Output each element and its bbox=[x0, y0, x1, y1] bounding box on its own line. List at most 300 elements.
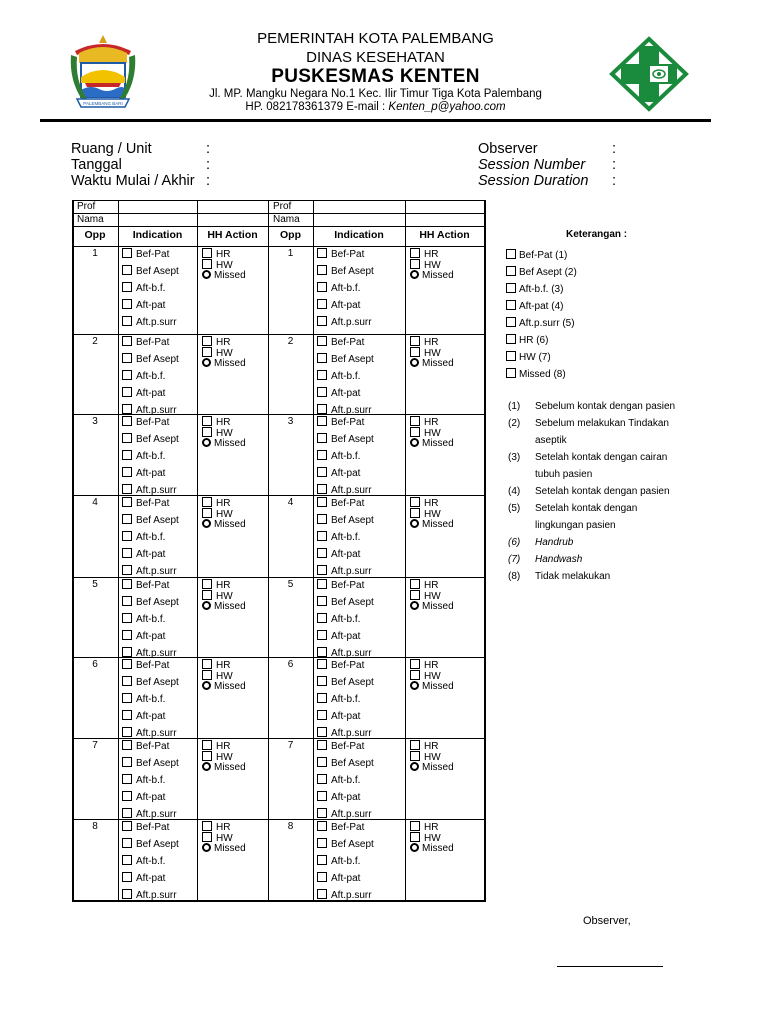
indication-option[interactable] bbox=[122, 676, 179, 689]
indication-option[interactable] bbox=[317, 548, 360, 561]
indication-option[interactable] bbox=[122, 299, 165, 312]
checkbox-icon bbox=[506, 300, 516, 310]
indication-label: Bef-Pat bbox=[331, 417, 365, 428]
checkbox[interactable] bbox=[317, 676, 327, 686]
checkbox[interactable] bbox=[202, 416, 212, 426]
checkbox[interactable] bbox=[410, 832, 420, 842]
indication-option[interactable] bbox=[122, 757, 179, 770]
checkbox[interactable] bbox=[410, 347, 420, 357]
checkbox[interactable] bbox=[317, 282, 327, 292]
action-label: Missed bbox=[214, 601, 246, 612]
checkbox[interactable] bbox=[317, 548, 327, 558]
indication-label: Bef-Pat bbox=[136, 417, 170, 428]
table-row-line bbox=[72, 246, 486, 247]
indication-option[interactable] bbox=[122, 336, 169, 349]
action-option[interactable] bbox=[202, 358, 246, 370]
checkbox[interactable] bbox=[317, 740, 327, 750]
indication-option[interactable] bbox=[122, 387, 165, 400]
radio[interactable] bbox=[202, 270, 211, 279]
checkbox[interactable] bbox=[122, 791, 132, 801]
action-label: HR bbox=[424, 580, 439, 591]
action-label: HR bbox=[424, 498, 439, 509]
checkbox[interactable] bbox=[317, 889, 327, 899]
indication-option[interactable] bbox=[122, 740, 169, 753]
checkbox[interactable] bbox=[410, 248, 420, 258]
checkbox[interactable] bbox=[317, 353, 327, 363]
radio[interactable] bbox=[202, 601, 211, 610]
radio[interactable] bbox=[410, 438, 419, 447]
checkbox[interactable] bbox=[317, 808, 327, 818]
checkbox[interactable] bbox=[410, 508, 420, 518]
checkbox[interactable] bbox=[122, 416, 132, 426]
signature-line[interactable] bbox=[557, 966, 663, 967]
indication-option[interactable] bbox=[122, 821, 169, 834]
checkbox-icon bbox=[506, 334, 516, 344]
indication-label: Aft-pat bbox=[331, 873, 361, 884]
indication-label: Aft-b.f. bbox=[136, 371, 166, 382]
radio[interactable] bbox=[202, 762, 211, 771]
checkbox[interactable] bbox=[317, 630, 327, 640]
label-waktu: Waktu Mulai / Akhir bbox=[71, 173, 195, 189]
checkbox[interactable] bbox=[122, 596, 132, 606]
checkbox[interactable] bbox=[122, 757, 132, 767]
indication-option[interactable] bbox=[317, 693, 360, 706]
checkbox[interactable] bbox=[122, 821, 132, 831]
action-option[interactable] bbox=[410, 270, 454, 282]
checkbox[interactable] bbox=[122, 265, 132, 275]
action-option[interactable] bbox=[410, 519, 454, 531]
indication-label: Aft.p.surr bbox=[331, 809, 372, 820]
indication-option[interactable] bbox=[317, 676, 374, 689]
checkbox[interactable] bbox=[122, 484, 132, 494]
action-option[interactable] bbox=[202, 270, 246, 282]
checkbox[interactable] bbox=[122, 548, 132, 558]
checkbox[interactable] bbox=[122, 659, 132, 669]
checkbox[interactable] bbox=[202, 347, 212, 357]
note-number: (1) bbox=[508, 401, 521, 412]
checkbox[interactable] bbox=[122, 774, 132, 784]
action-option[interactable] bbox=[202, 438, 246, 450]
action-label: HR bbox=[424, 337, 439, 348]
indication-option[interactable] bbox=[122, 416, 169, 429]
indication-label: Bef-Pat bbox=[136, 660, 170, 671]
checkbox[interactable] bbox=[410, 659, 420, 669]
indication-option[interactable] bbox=[122, 613, 165, 626]
indication-option[interactable] bbox=[122, 370, 165, 383]
checkbox[interactable] bbox=[317, 727, 327, 737]
indication-option[interactable] bbox=[317, 613, 360, 626]
checkbox[interactable] bbox=[317, 484, 327, 494]
checkbox[interactable] bbox=[317, 416, 327, 426]
checkbox[interactable] bbox=[202, 508, 212, 518]
checkbox[interactable] bbox=[317, 596, 327, 606]
indication-option[interactable] bbox=[122, 548, 165, 561]
indication-option[interactable] bbox=[122, 727, 177, 740]
checkbox-icon bbox=[506, 249, 516, 259]
checkbox[interactable] bbox=[410, 579, 420, 589]
header-prof: Prof bbox=[273, 201, 292, 212]
indication-option[interactable] bbox=[317, 596, 374, 609]
indication-option[interactable] bbox=[122, 630, 165, 643]
checkbox[interactable] bbox=[122, 404, 132, 414]
checkbox[interactable] bbox=[317, 659, 327, 669]
legend-item-label: Bef Asept (2) bbox=[519, 267, 577, 278]
checkbox[interactable] bbox=[410, 740, 420, 750]
radio[interactable] bbox=[410, 762, 419, 771]
indication-option[interactable] bbox=[122, 484, 177, 497]
checkbox-icon bbox=[506, 351, 516, 361]
checkbox[interactable] bbox=[317, 299, 327, 309]
radio[interactable] bbox=[410, 358, 419, 367]
indication-option[interactable] bbox=[122, 838, 179, 851]
indication-label: Bef Asept bbox=[331, 758, 374, 769]
indication-option[interactable] bbox=[122, 579, 169, 592]
checkbox[interactable] bbox=[317, 579, 327, 589]
indication-option[interactable] bbox=[317, 710, 360, 723]
checkbox[interactable] bbox=[317, 710, 327, 720]
indication-option[interactable] bbox=[317, 727, 372, 740]
checkbox[interactable] bbox=[122, 433, 132, 443]
checkbox[interactable] bbox=[122, 497, 132, 507]
indication-option[interactable] bbox=[317, 370, 360, 383]
checkbox[interactable] bbox=[122, 740, 132, 750]
checkbox[interactable] bbox=[122, 336, 132, 346]
indication-option[interactable] bbox=[122, 265, 179, 278]
indication-option[interactable] bbox=[122, 248, 169, 261]
radio[interactable] bbox=[410, 843, 419, 852]
header-gov: PEMERINTAH KOTA PALEMBANG bbox=[257, 30, 494, 47]
checkbox-icon bbox=[506, 283, 516, 293]
indication-option[interactable] bbox=[317, 316, 372, 329]
note-number: (3) bbox=[508, 452, 521, 463]
checkbox[interactable] bbox=[317, 497, 327, 507]
opp-number: 2 bbox=[92, 336, 98, 347]
checkbox[interactable] bbox=[202, 670, 212, 680]
indication-label: Aft-pat bbox=[136, 631, 166, 642]
header-opp: Opp bbox=[84, 229, 106, 241]
indication-option[interactable] bbox=[122, 467, 165, 480]
action-label: HR bbox=[424, 660, 439, 671]
checkbox[interactable] bbox=[317, 757, 327, 767]
header-phone: HP. 082178361379 E-mail : bbox=[245, 101, 389, 113]
indication-option[interactable] bbox=[122, 316, 177, 329]
indication-option[interactable] bbox=[317, 774, 360, 787]
checkbox[interactable] bbox=[122, 889, 132, 899]
checkbox[interactable] bbox=[317, 613, 327, 623]
indication-option[interactable] bbox=[317, 248, 364, 261]
note-number: (5) bbox=[508, 503, 521, 514]
action-option[interactable] bbox=[410, 601, 454, 613]
action-label: HW bbox=[216, 428, 233, 439]
opp-number: 7 bbox=[287, 740, 294, 751]
indication-option[interactable] bbox=[317, 808, 372, 821]
checkbox[interactable] bbox=[317, 791, 327, 801]
action-option[interactable] bbox=[410, 843, 454, 855]
action-option[interactable] bbox=[410, 762, 454, 774]
legend-item bbox=[506, 249, 567, 261]
action-option[interactable] bbox=[202, 601, 246, 613]
indication-option[interactable] bbox=[122, 433, 179, 446]
indication-option[interactable] bbox=[122, 889, 177, 902]
indication-option[interactable] bbox=[317, 740, 364, 753]
action-label: Missed bbox=[422, 843, 454, 854]
indication-label: Bef Asept bbox=[136, 839, 179, 850]
indication-option[interactable] bbox=[122, 774, 165, 787]
checkbox[interactable] bbox=[317, 774, 327, 784]
indication-option[interactable] bbox=[317, 433, 374, 446]
checkbox[interactable] bbox=[317, 838, 327, 848]
checkbox[interactable] bbox=[317, 265, 327, 275]
checkbox[interactable] bbox=[122, 647, 132, 657]
action-option[interactable] bbox=[410, 438, 454, 450]
indication-option[interactable] bbox=[317, 353, 374, 366]
checkbox[interactable] bbox=[317, 433, 327, 443]
indication-option[interactable] bbox=[122, 659, 169, 672]
checkbox[interactable] bbox=[122, 855, 132, 865]
indication-option[interactable] bbox=[317, 757, 374, 770]
checkbox[interactable] bbox=[202, 336, 212, 346]
header-dept: DINAS KESEHATAN bbox=[306, 49, 445, 66]
checkbox[interactable] bbox=[317, 336, 327, 346]
colon-observer: : bbox=[612, 141, 617, 157]
indication-option[interactable] bbox=[122, 353, 179, 366]
action-label: HR bbox=[424, 822, 439, 833]
action-label: Missed bbox=[422, 681, 454, 692]
checkbox[interactable] bbox=[202, 427, 212, 437]
indication-option[interactable] bbox=[122, 710, 165, 723]
indication-label: Bef Asept bbox=[331, 434, 374, 445]
action-label: Missed bbox=[422, 438, 454, 449]
checkbox[interactable] bbox=[317, 316, 327, 326]
radio[interactable] bbox=[410, 681, 419, 690]
checkbox[interactable] bbox=[410, 336, 420, 346]
radio[interactable] bbox=[202, 438, 211, 447]
checkbox[interactable] bbox=[317, 647, 327, 657]
action-option[interactable] bbox=[202, 519, 246, 531]
indication-option[interactable] bbox=[317, 791, 360, 804]
checkbox[interactable] bbox=[317, 404, 327, 414]
checkbox[interactable] bbox=[410, 670, 420, 680]
checkbox[interactable] bbox=[202, 659, 212, 669]
checkbox[interactable] bbox=[122, 613, 132, 623]
table-col-line bbox=[197, 200, 198, 901]
indication-option[interactable] bbox=[317, 889, 372, 902]
action-label: Missed bbox=[422, 519, 454, 530]
indication-option[interactable] bbox=[122, 450, 165, 463]
indication-option[interactable] bbox=[122, 497, 169, 510]
indication-option[interactable] bbox=[317, 630, 360, 643]
header-address: Jl. MP. Mangku Negara No.1 Kec. Ilir Timur Tiga Kota Palembang bbox=[209, 88, 542, 100]
checkbox[interactable] bbox=[122, 316, 132, 326]
checkbox[interactable] bbox=[122, 282, 132, 292]
action-option[interactable] bbox=[410, 681, 454, 693]
legend-item-label: Aft-b.f. (3) bbox=[519, 284, 564, 295]
action-label: HW bbox=[216, 752, 233, 763]
radio[interactable] bbox=[202, 843, 211, 852]
indication-option[interactable] bbox=[317, 838, 374, 851]
note-text: tubuh pasien bbox=[535, 469, 593, 480]
checkbox[interactable] bbox=[202, 259, 212, 269]
indication-option[interactable] bbox=[122, 531, 165, 544]
checkbox[interactable] bbox=[122, 387, 132, 397]
indication-option[interactable] bbox=[317, 416, 364, 429]
opp-number: 4 bbox=[287, 497, 294, 508]
checkbox[interactable] bbox=[202, 751, 212, 761]
indication-option[interactable] bbox=[122, 514, 179, 527]
indication-option[interactable] bbox=[317, 514, 374, 527]
table-col-line bbox=[118, 200, 119, 901]
checkbox[interactable] bbox=[122, 450, 132, 460]
checkbox[interactable] bbox=[122, 299, 132, 309]
checkbox[interactable] bbox=[410, 497, 420, 507]
checkbox[interactable] bbox=[122, 630, 132, 640]
checkbox[interactable] bbox=[317, 565, 327, 575]
indication-option[interactable] bbox=[122, 872, 165, 885]
indication-label: Aft.p.surr bbox=[136, 566, 177, 577]
table-col-line bbox=[313, 200, 314, 901]
indication-label: Bef-Pat bbox=[331, 249, 365, 260]
action-option[interactable] bbox=[410, 358, 454, 370]
checkbox[interactable] bbox=[410, 590, 420, 600]
checkbox[interactable] bbox=[410, 751, 420, 761]
indication-label: Aft-b.f. bbox=[331, 856, 361, 867]
opp-number: 7 bbox=[92, 740, 98, 751]
indication-label: Aft.p.surr bbox=[136, 317, 177, 328]
checkbox[interactable] bbox=[317, 821, 327, 831]
indication-option[interactable] bbox=[317, 579, 364, 592]
checkbox[interactable] bbox=[122, 514, 132, 524]
checkbox[interactable] bbox=[122, 248, 132, 258]
checkbox[interactable] bbox=[317, 514, 327, 524]
indication-option[interactable] bbox=[122, 596, 179, 609]
action-label: Missed bbox=[214, 438, 246, 449]
checkbox[interactable] bbox=[317, 531, 327, 541]
checkbox[interactable] bbox=[122, 467, 132, 477]
checkbox[interactable] bbox=[122, 838, 132, 848]
checkbox[interactable] bbox=[202, 832, 212, 842]
action-option[interactable] bbox=[202, 762, 246, 774]
indication-label: Aft-pat bbox=[331, 631, 361, 642]
radio[interactable] bbox=[410, 519, 419, 528]
indication-label: Aft.p.surr bbox=[331, 405, 372, 416]
indication-label: Aft-pat bbox=[136, 468, 166, 479]
checkbox[interactable] bbox=[317, 467, 327, 477]
checkbox[interactable] bbox=[410, 427, 420, 437]
checkbox[interactable] bbox=[317, 855, 327, 865]
indication-option[interactable] bbox=[317, 565, 372, 578]
indication-label: Aft-b.f. bbox=[331, 614, 361, 625]
action-label: HW bbox=[424, 752, 441, 763]
indication-option[interactable] bbox=[317, 531, 360, 544]
checkbox-icon bbox=[506, 368, 516, 378]
indication-option[interactable] bbox=[317, 497, 364, 510]
action-option[interactable] bbox=[202, 681, 246, 693]
indication-label: Aft-b.f. bbox=[331, 451, 361, 462]
indication-option[interactable] bbox=[317, 299, 360, 312]
checkbox[interactable] bbox=[317, 370, 327, 380]
checkbox[interactable] bbox=[122, 727, 132, 737]
label-session-duration: Session Duration bbox=[478, 173, 589, 189]
checkbox[interactable] bbox=[410, 416, 420, 426]
indication-option[interactable] bbox=[317, 467, 360, 480]
radio[interactable] bbox=[202, 358, 211, 367]
checkbox[interactable] bbox=[202, 579, 212, 589]
indication-option[interactable] bbox=[122, 791, 165, 804]
checkbox[interactable] bbox=[122, 370, 132, 380]
indication-option[interactable] bbox=[317, 484, 372, 497]
action-label: HR bbox=[216, 249, 231, 260]
checkbox[interactable] bbox=[122, 872, 132, 882]
indication-label: Aft.p.surr bbox=[136, 405, 177, 416]
checkbox[interactable] bbox=[202, 497, 212, 507]
indication-label: Aft.p.surr bbox=[136, 890, 177, 901]
note-text: Sebelum melakukan Tindakan bbox=[535, 418, 669, 429]
indication-option[interactable] bbox=[317, 855, 360, 868]
checkbox[interactable] bbox=[410, 259, 420, 269]
checkbox[interactable] bbox=[202, 590, 212, 600]
checkbox[interactable] bbox=[122, 579, 132, 589]
indication-option[interactable] bbox=[122, 693, 165, 706]
action-label: Missed bbox=[422, 270, 454, 281]
indication-option[interactable] bbox=[122, 565, 177, 578]
action-option[interactable] bbox=[202, 843, 246, 855]
indication-label: Aft-pat bbox=[331, 549, 361, 560]
checkbox[interactable] bbox=[317, 387, 327, 397]
checkbox[interactable] bbox=[317, 248, 327, 258]
colon-session-number: : bbox=[612, 157, 617, 173]
indication-option[interactable] bbox=[317, 659, 364, 672]
opp-number: 6 bbox=[92, 659, 98, 670]
checkbox[interactable] bbox=[122, 676, 132, 686]
checkbox[interactable] bbox=[122, 693, 132, 703]
indication-option[interactable] bbox=[122, 808, 177, 821]
action-label: HW bbox=[424, 833, 441, 844]
radio[interactable] bbox=[410, 601, 419, 610]
checkbox[interactable] bbox=[202, 740, 212, 750]
checkbox[interactable] bbox=[122, 710, 132, 720]
indication-option[interactable] bbox=[317, 336, 364, 349]
checkbox[interactable] bbox=[202, 821, 212, 831]
indication-option[interactable] bbox=[317, 265, 374, 278]
checkbox[interactable] bbox=[122, 353, 132, 363]
checkbox[interactable] bbox=[317, 693, 327, 703]
label-tanggal: Tanggal bbox=[71, 157, 122, 173]
indication-label: Aft.p.surr bbox=[331, 566, 372, 577]
indication-option[interactable] bbox=[317, 872, 360, 885]
indication-option[interactable] bbox=[122, 855, 165, 868]
checkbox[interactable] bbox=[410, 821, 420, 831]
checkbox[interactable] bbox=[122, 565, 132, 575]
indication-label: Bef-Pat bbox=[331, 741, 365, 752]
radio[interactable] bbox=[202, 519, 211, 528]
checkbox[interactable] bbox=[317, 450, 327, 460]
indication-option[interactable] bbox=[317, 387, 360, 400]
colon-waktu: : bbox=[206, 173, 211, 189]
indication-option[interactable] bbox=[122, 282, 165, 295]
radio[interactable] bbox=[410, 270, 419, 279]
checkbox[interactable] bbox=[202, 248, 212, 258]
checkbox[interactable] bbox=[317, 872, 327, 882]
checkbox[interactable] bbox=[122, 531, 132, 541]
radio[interactable] bbox=[202, 681, 211, 690]
indication-option[interactable] bbox=[317, 282, 360, 295]
indication-option[interactable] bbox=[317, 821, 364, 834]
note-number: (6) bbox=[508, 537, 521, 548]
opp-number: 5 bbox=[92, 579, 98, 590]
colon-tanggal: : bbox=[206, 157, 211, 173]
checkbox[interactable] bbox=[122, 808, 132, 818]
indication-option[interactable] bbox=[317, 450, 360, 463]
